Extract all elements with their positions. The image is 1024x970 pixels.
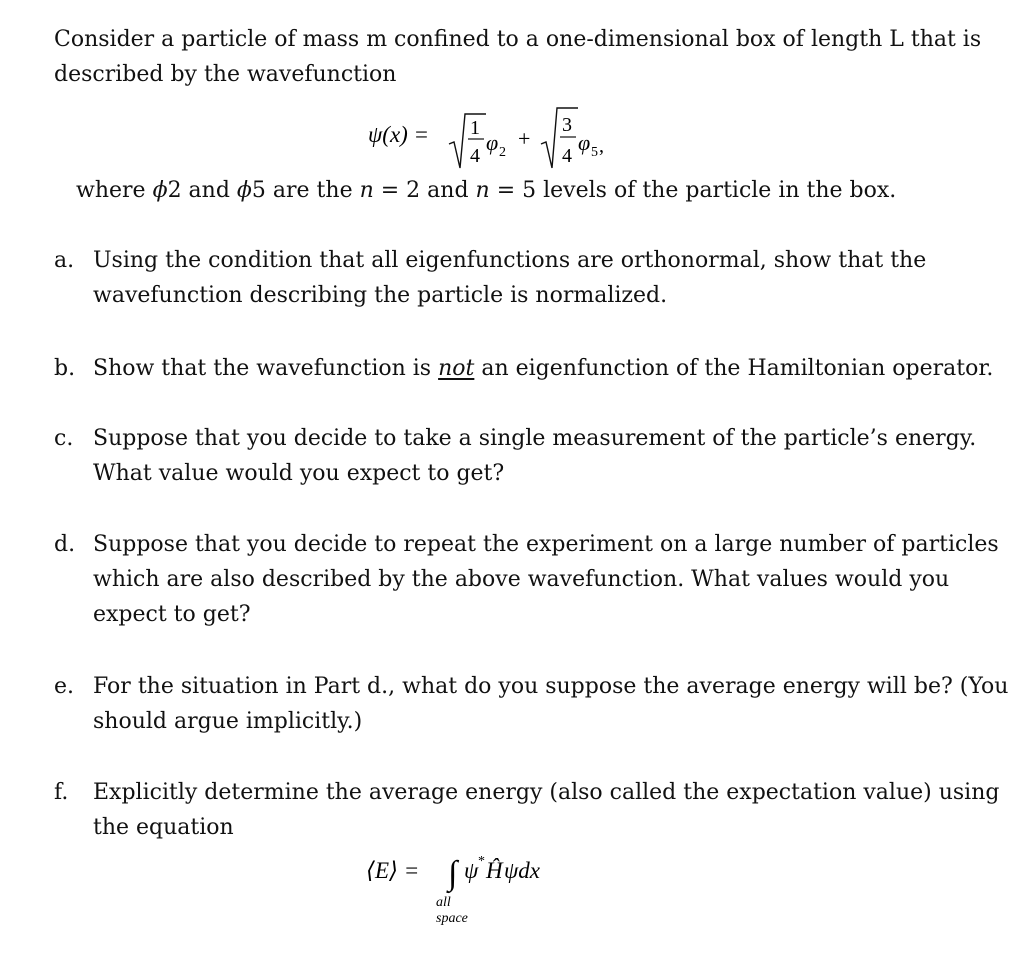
question-f-text: Explicitly determine the average energy (also called the expectation value) using the equation — [93, 780, 1000, 840]
intro-paragraph: Consider a particle of mass m confined to a one-dimensional box of length L that is described by the wavefunction — [54, 27, 982, 87]
eq1-sub-2: 5 — [591, 145, 598, 160]
where-sub-2: 2 — [167, 178, 182, 203]
question-b-text — [93, 351, 1009, 386]
eq1-den2: 4 — [562, 145, 572, 167]
question-a-label: a. — [54, 248, 75, 273]
where-text-2: and — [181, 178, 237, 203]
question-f-label: f. — [54, 780, 69, 805]
where-sub-5: 5 — [251, 178, 266, 203]
n-symbol-2: n — [475, 178, 490, 203]
expectation-value-equation — [366, 840, 586, 935]
where-text-1: where — [76, 178, 153, 203]
sqrt-sign-1 — [449, 114, 486, 168]
integral-sign: ∫ — [448, 855, 458, 892]
question-b-post: an eigenfunction of the Hamiltonian operator. — [474, 356, 994, 381]
phi-symbol-2: ϕ — [236, 178, 252, 203]
wavefunction-equation — [368, 98, 648, 178]
eq1-plus: + — [518, 126, 531, 151]
eq1-sub-1: 2 — [499, 145, 506, 160]
eq1-phi-2: φ — [578, 130, 591, 155]
question-c-text: Suppose that you decide to take a single measurement of the particle’s energy. What value would you expect to get? — [93, 426, 977, 486]
eq1-num1: 1 — [470, 117, 480, 139]
question-d-label: d. — [54, 532, 76, 557]
question-e-text: For the situation in Part d., what do you suppose the average energy will be? (You should argue implicitly.) — [93, 674, 1009, 734]
eq1-num2: 3 — [562, 114, 572, 136]
n-symbol-1: n — [359, 178, 374, 203]
phi-symbol-1: ϕ — [152, 178, 168, 203]
question-d-text: Suppose that you decide to repeat the experiment on a large number of particles which are also described by the above wavefunction. What values would you expect to get? — [93, 532, 999, 627]
eq2-psi: ψ — [464, 858, 479, 883]
eq2-lhs: ⟨E⟩ = — [366, 858, 420, 883]
where-text-3: are the — [265, 178, 360, 203]
eq1-den1: 4 — [470, 145, 480, 167]
question-e-label: e. — [54, 674, 75, 699]
question-b-label: b. — [54, 356, 76, 381]
sqrt-sign-2 — [541, 108, 578, 168]
eq1-lhs: ψ(x) = — [368, 122, 430, 147]
question-a-text: Using the condition that all eigenfunctions are orthonormal, show that the wavefunction describing the particle is normalized. — [93, 248, 927, 308]
eq2-rest: ψdx — [504, 858, 540, 883]
question-b-pre: Show that the wavefunction is — [93, 356, 439, 381]
question-c-label: c. — [54, 426, 74, 451]
eq2-limit-all: all — [436, 895, 451, 910]
question-b-emphasis: not — [438, 356, 475, 381]
eq2-limit-space: space — [436, 911, 468, 926]
eq2-star: * — [478, 854, 485, 869]
where-sentence — [76, 173, 976, 208]
eq1-phi-1: φ — [486, 130, 499, 155]
eq2-hamiltonian: Ĥ — [486, 858, 503, 883]
where-text-4: = 2 and — [373, 178, 476, 203]
eq1-comma: , — [599, 135, 604, 157]
where-text-5: = 5 levels of the particle in the box. — [489, 178, 897, 203]
